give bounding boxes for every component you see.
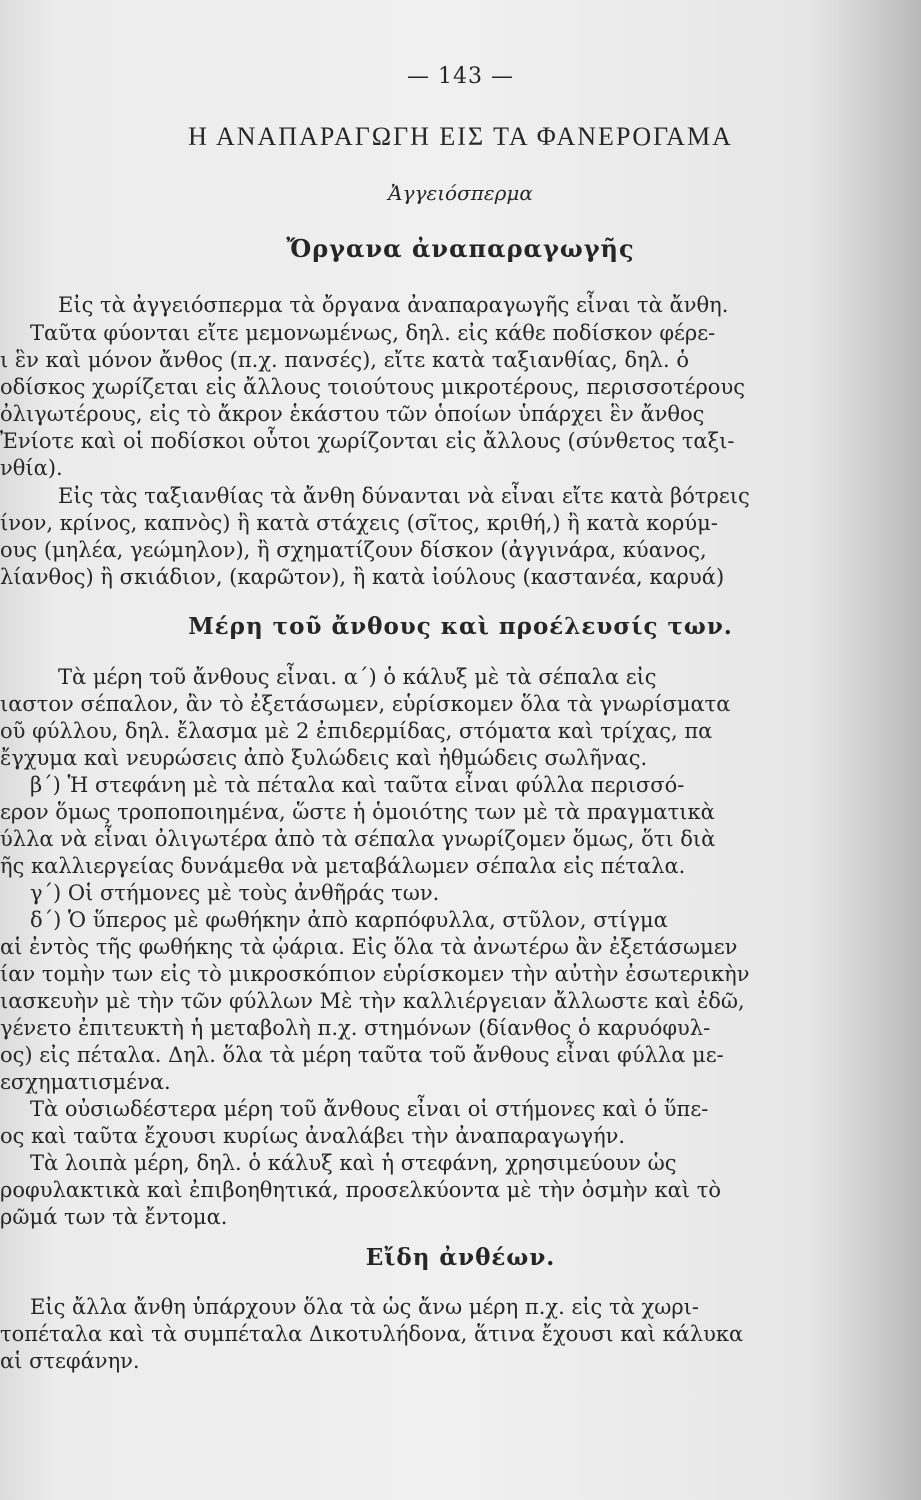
text-line: ὀλιγωτέρους, εἰς τὸ ἄκρον ἑκάστου τῶν ὁποίων ὑπάρχει ἓν ἄνθος (0, 402, 705, 426)
page-title: Η ΑΝΑΠΑΡΑΓΩΓΗ ΕΙΣ ΤΑ ΦΑΝΕΡΟΓΑΜΑ (188, 122, 733, 151)
text-line: ἔγχυμα καὶ νευρώσεις ἀπὸ ξυλώδεις καὶ ἠθμώδεις σωλῆνας. (0, 746, 648, 770)
text-line: Ταῦτα φύονται εἴτε μεμονωμένως, δηλ. εἰς κάθε ποδίσκον φέρε- (30, 321, 716, 345)
text-line: αἱ ἐντὸς τῆς φωθήκης τὰ ᾠάρια. Εἰς ὅλα τὰ ἀνωτέρω ἂν ἐξετάσωμεν (0, 935, 738, 959)
text-line: ιαστον σέπαλον, ἂν τὸ ἐξετάσωμεν, εὑρίσκομεν ὅλα τὰ γνωρίσματα (0, 692, 731, 716)
text-line: Εἰς ἄλλα ἄνθη ὑπάρχουν ὅλα τὰ ὡς ἄνω μέρη π.χ. εἰς τὰ χωρι- (30, 1295, 699, 1319)
text-line: ρῶμά των τὰ ἔντομα. (0, 1205, 228, 1229)
text-line: λίανθος) ἢ σκιάδιον, (καρῶτον), ἢ κατὰ ἰούλους (καστανέα, καρυά) (0, 565, 725, 589)
text-line: Τὰ μέρη τοῦ ἄνθους εἶναι. α΄) ὁ κάλυξ μὲ τὰ σέπαλα εἰς (58, 665, 657, 689)
text-line: οῦ φύλλου, δηλ. ἔλασμα μὲ 2 ἐπιδερμίδας, στόματα καὶ τρίχας, πα (0, 719, 713, 743)
text-line: ερον ὅμως τροποποιημένα, ὥστε ἡ ὁμοιότης των μὲ τὰ πραγματικὰ (0, 800, 715, 824)
text-line: τοπέταλα καὶ τὰ συμπέταλα Δικοτυλήδονα, ἅτινα ἔχουσι καὶ κάλυκα (0, 1322, 744, 1346)
text-line: Ἐνίοτε καὶ οἱ ποδίσκοι οὗτοι χωρίζονται εἰς ἄλλους (σύνθετος ταξι- (0, 429, 735, 453)
text-line: νθία). (0, 456, 63, 480)
section-heading-flower-parts: Μέρη τοῦ ἄνθους καὶ προέλευσίς των. (188, 613, 733, 640)
text-line: ίαν τομὴν των εἰς τὸ μικροσκόπιον εὑρίσκομεν τὴν αὐτὴν ἐσωτερικὴν (0, 962, 750, 986)
text-line: Εἰς τὰ ἀγγειόσπερμα τὰ ὄργανα ἀναπαραγωγῆς εἶναι τὰ ἄνθη. (58, 293, 729, 317)
text-line: ροφυλακτικὰ καὶ ἐπιβοηθητικά, προσελκύοντα μὲ τὴν ὀσμὴν καὶ τὸ (0, 1178, 721, 1202)
text-line: οδίσκος χωρίζεται εἰς ἄλλους τοιούτους μικροτέρους, περισσοτέρους (0, 375, 745, 399)
text-line: Εἰς τὰς ταξιανθίας τὰ ἄνθη δύνανται νὰ εἶναι εἴτε κατὰ βότρεις (58, 484, 750, 508)
text-line: γ΄) Οἱ στήμονες μὲ τοὺς ἀνθῆράς των. (30, 881, 440, 905)
section-heading-flower-types: Εἴδη ἀνθέων. (365, 1244, 556, 1271)
text-line: ῆς καλλιεργείας δυνάμεθα νὰ μεταβάλωμεν σέπαλα εἰς πέταλα. (0, 854, 686, 878)
section-heading-reproductive-organs: Ὄργανα ἀναπαραγωγῆς (286, 234, 635, 263)
page-number: — 143 — (407, 64, 514, 89)
page-subtitle: Ἀγγειόσπερμα (388, 181, 533, 205)
text-line: αἱ στεφάνην. (0, 1349, 140, 1373)
text-line: β΄) Ἡ στεφάνη μὲ τὰ πέταλα καὶ ταῦτα εἶναι φύλλα περισσό- (30, 773, 685, 797)
text-line: εσχηματισμένα. (0, 1070, 171, 1094)
text-line: γένετο ἐπιτευκτὴ ἡ μεταβολὴ π.χ. στημόνων (δίανθος ὁ καρυόφυλ- (0, 1016, 711, 1040)
text-line: δ΄) Ὁ ὕπερος μὲ φωθήκην ἀπὸ καρπόφυλλα, στῦλον, στίγμα (30, 908, 668, 932)
text-line: ος καὶ ταῦτα ἔχουσι κυρίως ἀναλάβει τὴν ἀναπαραγωγήν. (0, 1124, 626, 1148)
text-line: ι ἓν καὶ μόνον ἄνθος (π.χ. πανσές), εἴτε κατὰ ταξιανθίας, δηλ. ὁ (0, 348, 689, 372)
text-line: ους (μηλέα, γεώμηλον), ἢ σχηματίζουν δίσκον (ἀγγινάρα, κύανος, (0, 538, 707, 562)
text-line: Τὰ οὐσιωδέστερα μέρη τοῦ ἄνθους εἶναι οἱ στήμονες καὶ ὁ ὕπε- (30, 1097, 709, 1121)
text-line: Τὰ λοιπὰ μέρη, δηλ. ὁ κάλυξ καὶ ἡ στεφάνη, χρησιμεύουν ὡς (30, 1151, 677, 1175)
text-line: ίνον, κρίνος, καπνὸς) ἢ κατὰ στάχεις (σῖτος, κριθή,) ἢ κατὰ κορύμ- (0, 511, 718, 535)
text-line: ύλλα νὰ εἶναι ὀλιγωτέρα ἀπὸ τὰ σέπαλα γνωρίζομεν ὅμως, ὅτι διὰ (0, 827, 716, 851)
text-line: ος) εἰς πέταλα. Δηλ. ὅλα τὰ μέρη ταῦτα τοῦ ἄνθους εἶναι φύλλα με- (0, 1043, 724, 1067)
text-line: ιασκευὴν μὲ τὴν τῶν φύλλων Μὲ τὴν καλλιέργειαν ἄλλωστε καὶ ἐδῶ, (0, 989, 745, 1013)
